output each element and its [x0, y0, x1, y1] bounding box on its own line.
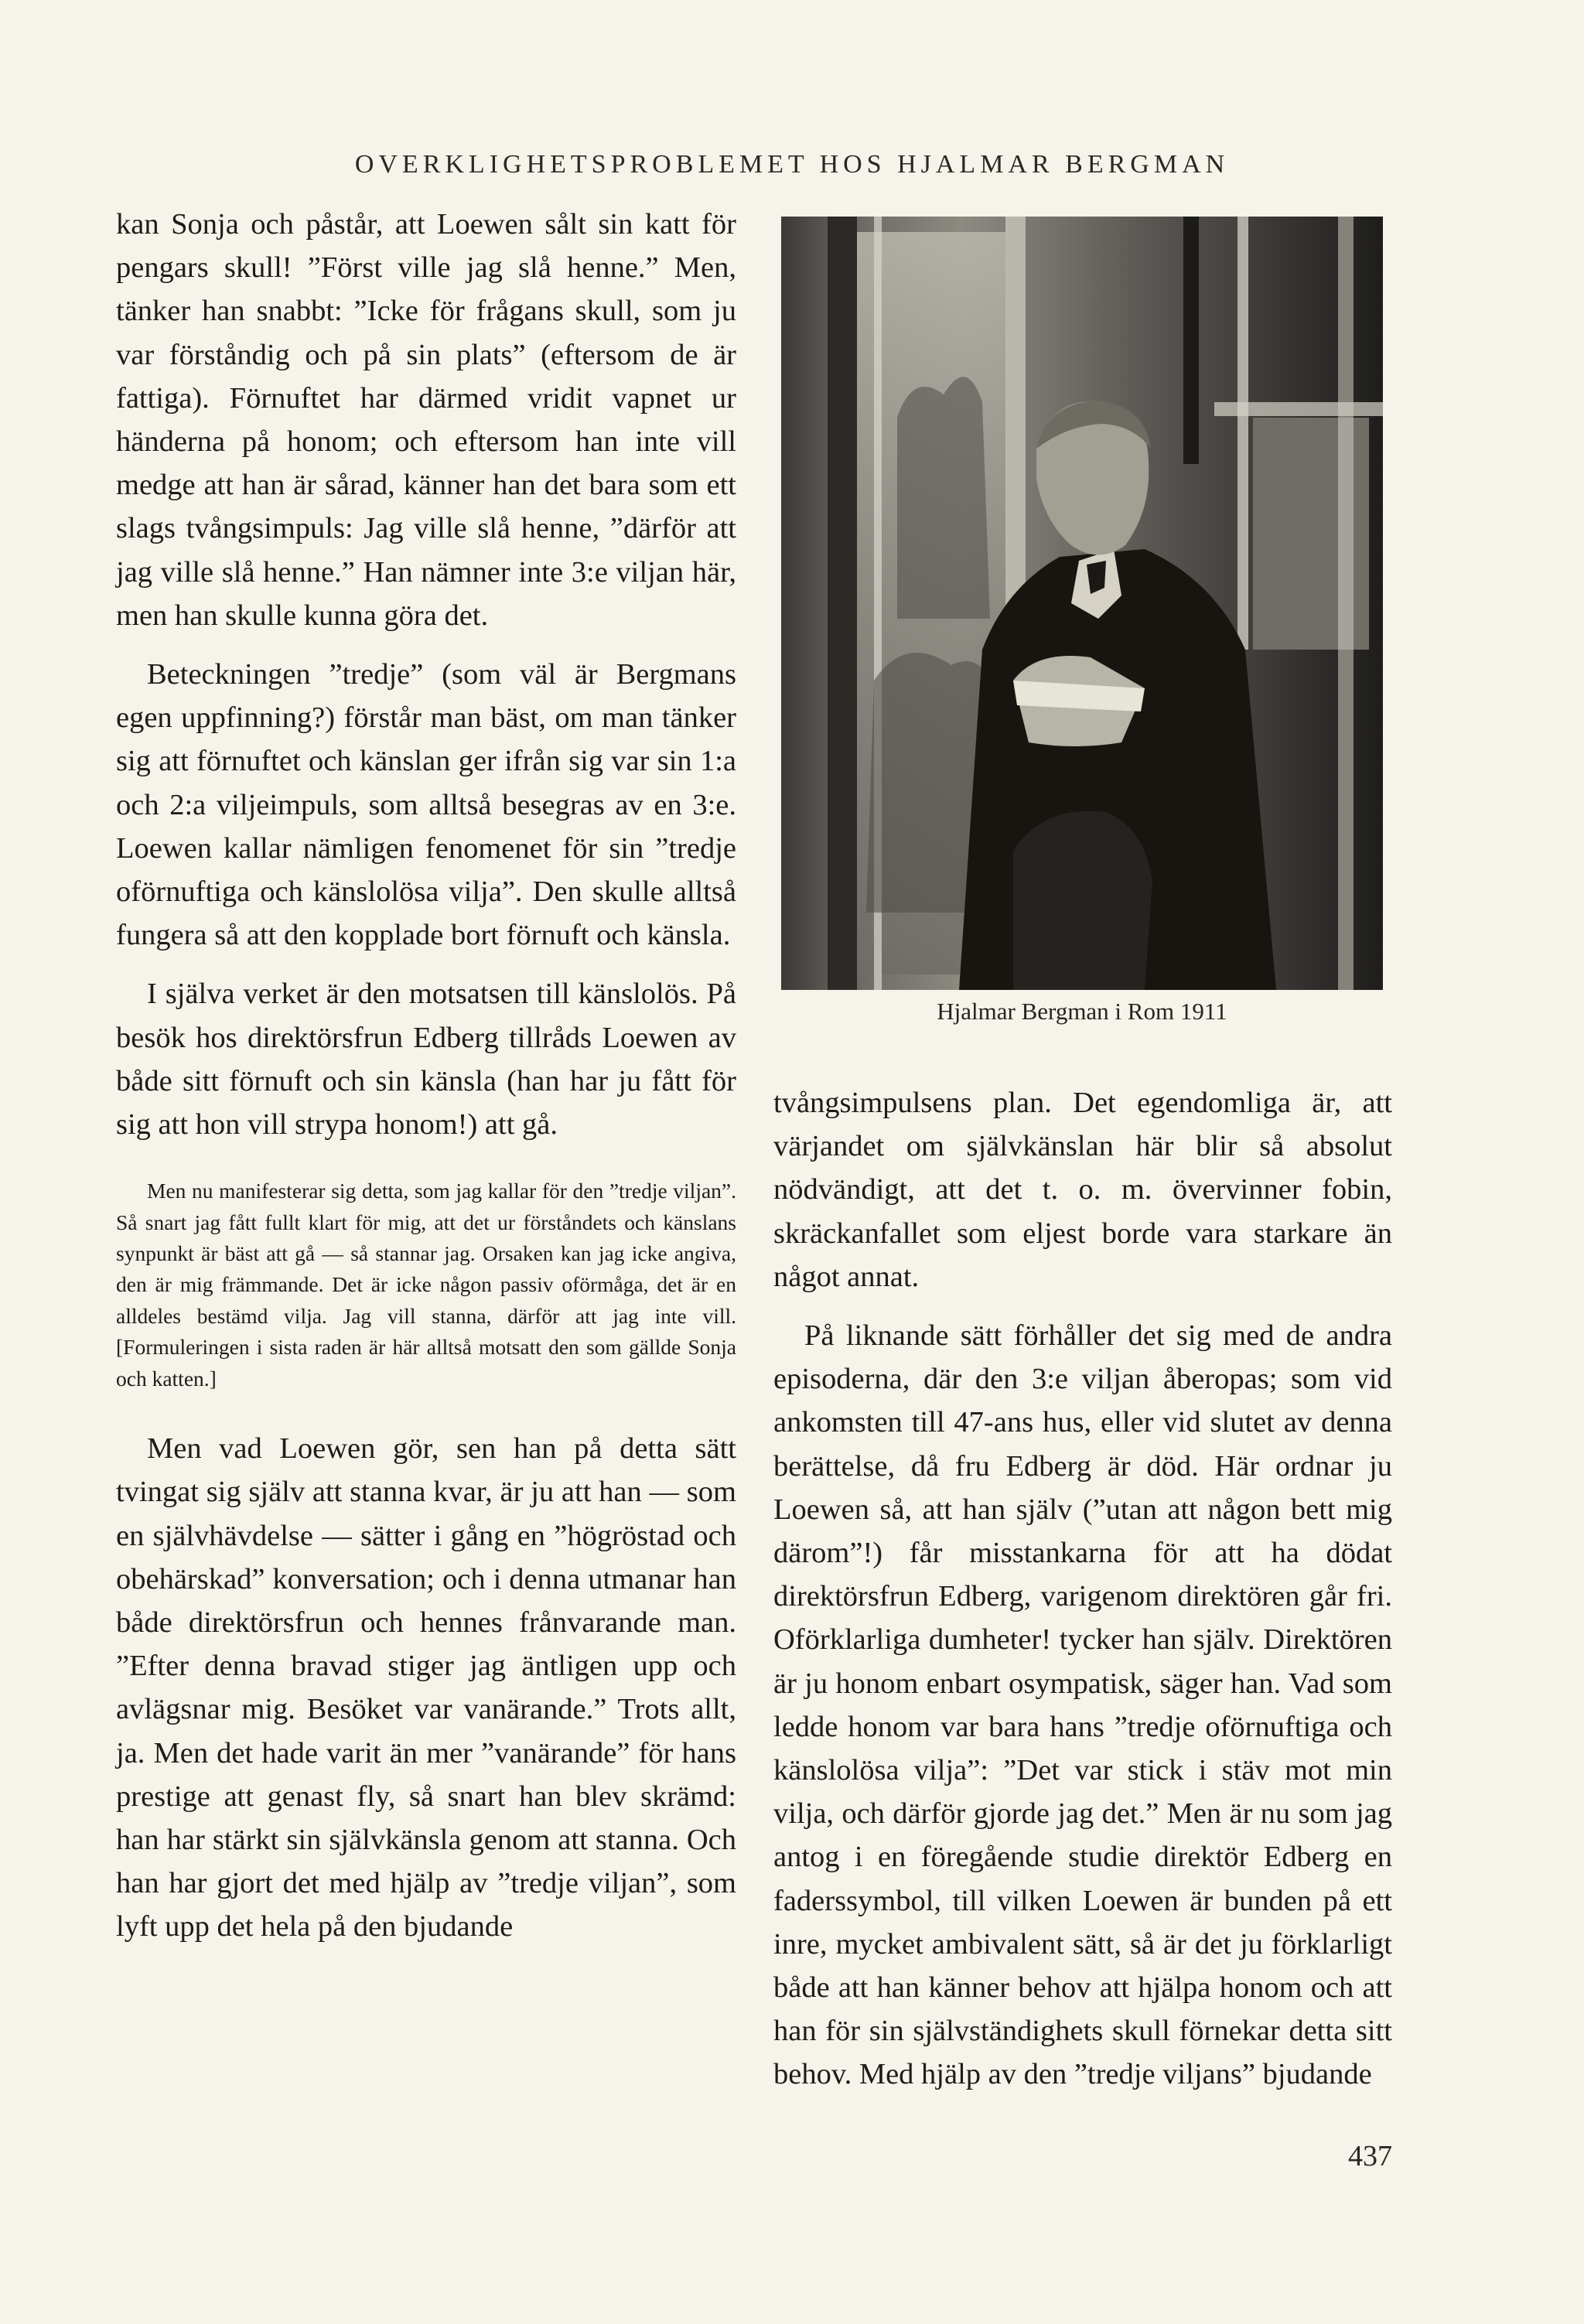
right-paragraph-2: På liknande sätt förhåller det sig med de andra episoderna, där den 3:e viljan åberopas; som vid ankomsten till 47-ans hus, eller vid slutet av denna berättelse, då fru Edberg är död. Här ordnar ju Loewen så, att han själv (”utan att någon bett mig därom”!) får misstankarna för att ha dödat direktörsfrun Edberg, varigenom direktören går fri. Oförklarliga dumheter! tycker han själv. Direktören är ju honom enbart osympatisk, säger han. Vad som ledde honom var bara hans ”tredje oförnuftiga och känslolösa vilja”: ”Det var stick i stäv mot min vilja, och därför gjorde jag det.” Men är nu som jag antog i en föregående studie direktör Edberg en faderssymbol, till vilken Loewen är bunden på ett inre, mycket ambivalent sätt, så är det ju förklarligt både att han känner behov att hjälpa honom och att han för sin självständighets skull förnekar detta sitt behov. Med hjälp av den ”tredje viljans” bjudande — [773, 1319, 1392, 2091]
left-paragraph-4: Men vad Loewen gör, sen han på detta sätt tvingat sig själv att stanna kvar, är ju att han — som en självhävdelse — sätter i gång en ”högröstad och obehärskad” konversation; och i denna utmanar han både direktörsfrun och hennes frånvarande man. ”Efter denna bravad stiger jag äntligen upp och avlägsnar mig. Besöket var vanärande.” Trots allt, ja. Men det hade varit än mer ”vanärande” för hans prestige att genast fly, så snart han blev skrämd: han har stärkt sin självkänsla genom att stanna. Och han har gjort det med hjälp av ”tredje viljan”, som lyft upp det hela på den bjudande — [116, 1432, 736, 1943]
left-column — [116, 203, 736, 1949]
portrait-photo — [781, 217, 1383, 990]
left-paragraph-1: kan Sonja och påstår, att Loewen sålt sin katt för pengars skull! ”Först ville jag slå henne.” Men, tänker han snabbt: ”Icke för frågans skull, som ju var förståndig och på sin plats” (eftersom de är fattiga). Förnuftet har därmed vridit vapnet ur händerna på honom; och eftersom han inte vill medge att han är sårad, känner han det bara som ett slags tvångsimpuls: Jag ville slå henne, ”därför att jag ville slå henne.” Han nämner inte 3:e viljan här, men han skulle kunna göra det. — [116, 208, 736, 632]
photo-caption: Hjalmar Bergman i Rom 1911 — [937, 998, 1227, 1025]
right-column — [773, 1081, 1392, 2097]
running-head: OVERKLIGHETSPROBLEMET HOS HJALMAR BERGMAN — [354, 150, 1230, 179]
left-paragraph-2: Beteckningen ”tredje” (som väl är Bergmans egen uppfinning?) förstår man bäst, om man tänker sig att förnuftet och känslan ger ifrån sig var sin 1:a och 2:a viljeimpuls, som alltså besegras av en 3:e. Loewen kallar nämligen fenomenet för sin ”tredje oförnuftiga och känslolösa vilja”. Den skulle alltså fungera så att den kopplade bort förnuft och känsla. — [116, 658, 736, 952]
page-number: 437 — [1348, 2140, 1392, 2172]
portrait-photo-illustration — [781, 217, 1383, 990]
block-quote: Men nu manifesterar sig detta, som jag kallar för den ”tredje viljan”. Så snart jag fått fullt klart för mig, att det ur förståndets och känslans synpunkt är bäst att gå — så stannar jag. Orsaken kan jag icke angiva, den är mig främmande. Det är icke någon passiv oförmåga, det är en alldeles bestämd vilja. Jag vill stanna, därför att jag inte vill. [Formuleringen i sista raden är här alltså motsatt den som gällde Sonja och katten.] — [116, 1179, 736, 1391]
left-paragraph-3: I själva verket är den motsatsen till känslolös. På besök hos direktörsfrun Edberg tillråds Loewen av både sitt förnuft och sin känsla (han har ju fått för sig att hon vill strypa honom!) att gå. — [116, 978, 736, 1142]
right-paragraph-1: tvångsimpulsens plan. Det egendomliga är, att värjandet om självkänslan här blir så absolut nödvändigt, att det t. o. m. övervinner fobin, skräckanfallet som eljest borde vara starkare än något annat. — [773, 1087, 1392, 1293]
